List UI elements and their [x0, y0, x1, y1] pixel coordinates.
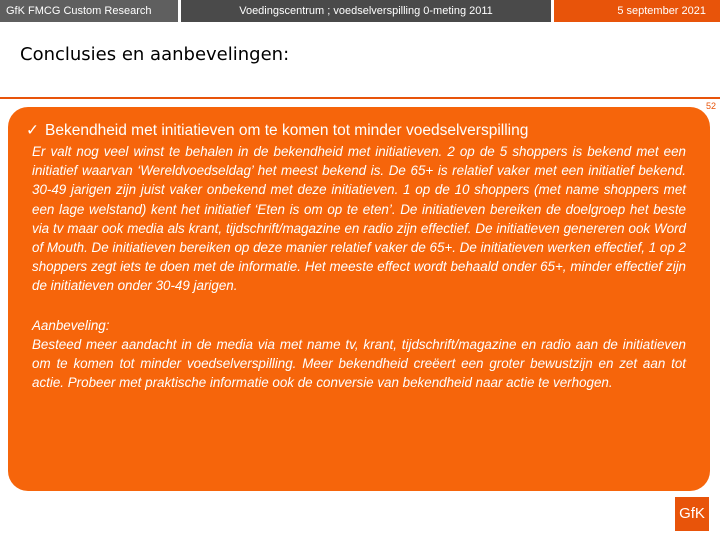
- recommendation-label: Aanbeveling:: [32, 317, 110, 333]
- section-heading-text: Bekendheid met initiatieven om te komen tot minder voedselverspilling: [45, 122, 529, 139]
- gfk-logo: GfK: [675, 497, 709, 531]
- conclusion-paragraph: Er valt nog veel winst te behalen in de bekendheid met initiatieven. 2 op de 5 shoppers is bekend met een initiatief waarvan ‘Wereldvoedseldag’ het meest bekend is. De 65+ is relatief vaker met een initiatief bekend. 30-49 jarigen zijn juist vaker onbekend met deze initiatieven. 1 op de 10 shoppers (met name shoppers met een lage welstand) kent het initiatief ‘Eten is om op te eten’. De initiatieven bereiken de doelgroep het beste via tv maar ook media als krant, tijdschrift/magazine en radio zijn effectief. De initiatieven genereren ook Word of Mouth. De initiatieven bereiken op deze manier relatief vaker de 65+. De initiatieven werken effectief, 1 op 2 shoppers zegt iets te doen met de informatie. Het meeste effect wordt behaald onder 65+, minder effectief zijn de initiatieven onder 30-49 jarigen.: [32, 144, 686, 294]
- header-company: GfK FMCG Custom Research: [0, 0, 178, 22]
- title-divider: [0, 97, 720, 99]
- paragraph-spacer: [26, 296, 686, 316]
- header-bar: [0, 0, 720, 22]
- page-title: Conclusies en aanbevelingen:: [20, 44, 290, 65]
- header-date: 5 september 2021: [554, 0, 720, 22]
- section-heading: [26, 121, 686, 141]
- recommendation-paragraph: Besteed meer aandacht in de media via met name tv, krant, tijdschrift/magazine en radio aan de initiatieven om te komen tot minder voedselverspilling. Meer bekendheid creëert een groter bewustzijn en zet aan tot actie. Probeer met praktische informatie ook de conversie van bekendheid naar actie te verhogen.: [32, 336, 686, 391]
- check-icon: ✓: [26, 122, 39, 139]
- header-project: Voedingscentrum ; voedselverspilling 0-meting 2011: [181, 0, 551, 22]
- content-panel: [8, 107, 710, 491]
- page-number: 52: [705, 101, 716, 111]
